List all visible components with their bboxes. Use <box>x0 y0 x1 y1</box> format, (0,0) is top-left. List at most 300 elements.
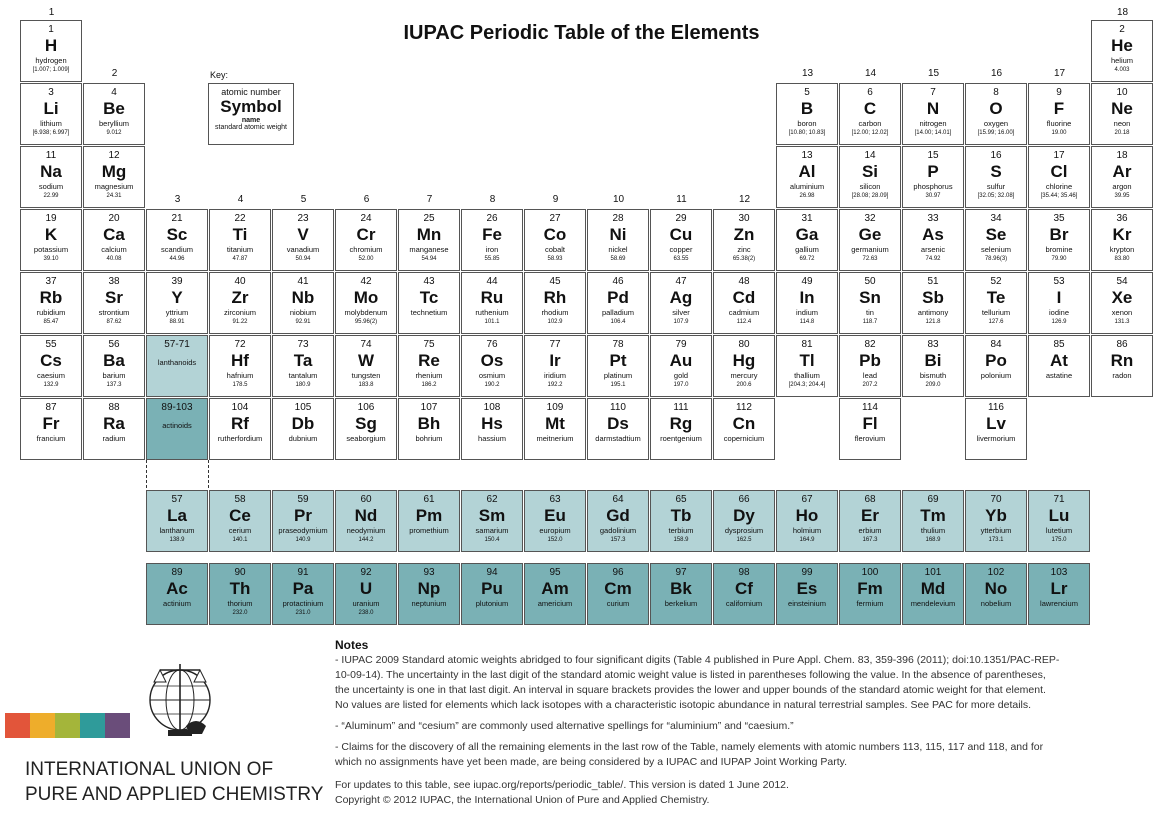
atomic-weight: 183.8 <box>358 382 374 388</box>
element-symbol: Mg <box>101 162 127 181</box>
atomic-weight: 78.96(3) <box>984 256 1008 262</box>
atomic-number: 26 <box>486 213 498 224</box>
element-cell-w <box>335 335 397 397</box>
element-symbol: Se <box>985 225 1007 244</box>
atomic-number: 47 <box>675 276 687 287</box>
element-symbol: Rf <box>231 414 249 433</box>
atomic-number: 19 <box>45 213 57 224</box>
element-cell-ta <box>272 335 334 397</box>
element-cell-as <box>902 209 964 271</box>
element-symbol: Fl <box>862 414 878 433</box>
atomic-number: 72 <box>234 339 246 350</box>
element-symbol: Ir <box>549 351 561 370</box>
element-cell-la <box>146 490 208 552</box>
element-cell-y <box>146 272 208 334</box>
element-name: neodymium <box>346 526 386 535</box>
element-cell-hs <box>461 398 523 460</box>
element-name: nitrogen <box>919 119 947 128</box>
atomic-weight: 200.6 <box>736 382 752 388</box>
element-cell-ni <box>587 209 649 271</box>
note-copyright: Copyright © 2012 IUPAC, the International Union of Pure and Applied Chemistry. <box>335 794 710 806</box>
page-title: IUPAC Periodic Table of the Elements <box>403 22 760 44</box>
element-name: neptunium <box>411 599 447 608</box>
element-symbol: Ba <box>103 351 125 370</box>
atomic-weight: 150.4 <box>484 537 500 543</box>
color-swatch <box>5 713 30 738</box>
atomic-weight: 138.9 <box>169 537 185 543</box>
element-symbol: Bk <box>670 579 692 598</box>
element-cell-ir <box>524 335 586 397</box>
element-cell-mg <box>83 146 145 208</box>
key-symbol: Symbol <box>220 97 282 116</box>
atomic-weight: 101.1 <box>484 319 500 325</box>
element-name: roentgenium <box>660 434 702 443</box>
element-cell-np <box>398 563 460 625</box>
atomic-number: 13 <box>801 150 813 161</box>
atomic-number: 40 <box>234 276 246 287</box>
element-name: copper <box>669 245 693 254</box>
element-symbol: Pa <box>292 579 314 598</box>
atomic-number: 67 <box>801 494 813 505</box>
element-cell-gd <box>587 490 649 552</box>
element-name: krypton <box>1109 245 1135 254</box>
element-cell-lu <box>1028 490 1090 552</box>
atomic-weight: 85.47 <box>43 319 59 325</box>
atomic-number: 5 <box>804 87 810 98</box>
element-cell-c <box>839 83 901 145</box>
element-name: strontium <box>98 308 130 317</box>
element-symbol: H <box>44 36 58 55</box>
element-symbol: Ac <box>166 579 188 598</box>
element-name: vanadium <box>286 245 320 254</box>
element-name: americium <box>537 599 573 608</box>
atomic-number: 20 <box>108 213 120 224</box>
atomic-number: 39 <box>171 276 183 287</box>
atomic-number: 54 <box>1116 276 1128 287</box>
element-name: lithium <box>40 119 62 128</box>
atomic-number: 91 <box>297 567 309 578</box>
element-symbol: Nd <box>354 506 378 525</box>
atomic-number: 81 <box>801 339 813 350</box>
element-name: copernicium <box>723 434 765 443</box>
element-name: lutetium <box>1045 526 1073 535</box>
element-cell-db <box>272 398 334 460</box>
atomic-number: 109 <box>546 402 564 413</box>
element-symbol: No <box>984 579 1008 598</box>
element-cell-mn <box>398 209 460 271</box>
element-symbol: Mo <box>353 288 379 307</box>
atomic-weight: [12.00; 12.02] <box>851 130 889 136</box>
element-symbol: Cl <box>1050 162 1068 181</box>
atomic-number: 100 <box>861 567 879 578</box>
element-symbol: Ar <box>1112 162 1132 181</box>
element-name: arsenic <box>920 245 946 254</box>
element-symbol: Ne <box>1111 99 1133 118</box>
element-cell-sc <box>146 209 208 271</box>
element-cell-cl <box>1028 146 1090 208</box>
element-symbol: Cf <box>735 579 753 598</box>
atomic-number: 110 <box>610 402 626 413</box>
element-name: molybdenum <box>344 308 388 317</box>
atomic-weight: 152.0 <box>547 537 563 543</box>
key-atomic-number: atomic number <box>221 87 281 97</box>
atomic-number: 7 <box>930 87 936 98</box>
element-cell-cm <box>587 563 649 625</box>
atomic-weight: 112.4 <box>736 319 752 325</box>
atomic-number: 86 <box>1116 339 1128 350</box>
atomic-number: 98 <box>738 567 750 578</box>
atomic-number: 60 <box>360 494 372 505</box>
element-symbol: Ti <box>232 225 248 244</box>
atomic-weight: [14.00; 14.01] <box>914 130 952 136</box>
atomic-weight: 58.93 <box>547 256 563 262</box>
element-symbol: As <box>922 225 944 244</box>
atomic-number: 74 <box>360 339 372 350</box>
element-cell-in <box>776 272 838 334</box>
group-number: 5 <box>300 194 307 205</box>
element-cell-tm <box>902 490 964 552</box>
atomic-number: 69 <box>927 494 939 505</box>
atomic-weight: 164.9 <box>799 537 815 543</box>
atomic-weight: [35.44; 35.46] <box>1040 193 1078 199</box>
element-name: silicon <box>859 182 881 191</box>
element-name: nobelium <box>980 599 1012 608</box>
atomic-number: 82 <box>864 339 876 350</box>
atomic-number: 21 <box>171 213 183 224</box>
element-symbol: Rn <box>1110 351 1134 370</box>
atomic-number: 99 <box>801 567 813 578</box>
atomic-number: 33 <box>927 213 939 224</box>
atomic-number: 66 <box>738 494 750 505</box>
group-number: 16 <box>990 68 1003 79</box>
element-name: zirconium <box>223 308 257 317</box>
atomic-number: 80 <box>738 339 750 350</box>
element-name: rutherfordium <box>217 434 263 443</box>
element-cell-h <box>20 20 82 82</box>
key-name: name <box>241 117 261 124</box>
atomic-weight: 40.08 <box>106 256 122 262</box>
element-symbol: Sc <box>166 225 188 244</box>
element-symbol: Rh <box>543 288 567 307</box>
element-symbol: Pu <box>481 579 503 598</box>
atomic-weight: 20.18 <box>1114 130 1130 136</box>
atomic-weight: 72.63 <box>862 256 878 262</box>
atomic-number: 106 <box>357 402 375 413</box>
element-symbol: Be <box>103 99 125 118</box>
element-cell-rf <box>209 398 271 460</box>
element-cell-sr <box>83 272 145 334</box>
element-symbol: Bh <box>417 414 441 433</box>
group-number: 3 <box>174 194 181 205</box>
element-name: plutonium <box>475 599 509 608</box>
element-name: cobalt <box>544 245 565 254</box>
atomic-number: 75 <box>423 339 435 350</box>
element-name: antimony <box>917 308 949 317</box>
element-symbol: Md <box>920 579 946 598</box>
atomic-weight: 197.0 <box>673 382 689 388</box>
atomic-weight: 190.2 <box>484 382 500 388</box>
atomic-weight: 167.3 <box>862 537 878 543</box>
atomic-number: 77 <box>549 339 561 350</box>
element-symbol: Co <box>543 225 567 244</box>
atomic-number: 31 <box>801 213 813 224</box>
element-name: technetium <box>410 308 448 317</box>
atomic-weight: 65.38(2) <box>732 256 756 262</box>
element-name: indium <box>795 308 819 317</box>
element-symbol: Cd <box>732 288 756 307</box>
element-symbol: B <box>800 99 814 118</box>
element-cell-fr <box>20 398 82 460</box>
element-name: gold <box>673 371 689 380</box>
element-symbol: Pd <box>607 288 629 307</box>
element-name: fluorine <box>1046 119 1072 128</box>
element-cell-fl <box>839 398 901 460</box>
atomic-weight: 192.2 <box>547 382 563 388</box>
atomic-number: 63 <box>549 494 561 505</box>
element-cell-cn <box>713 398 775 460</box>
element-cell-sm <box>461 490 523 552</box>
atomic-number: 88 <box>108 402 120 413</box>
group-number: 14 <box>864 68 877 79</box>
element-name: argon <box>1112 182 1132 191</box>
atomic-number: 2 <box>1119 24 1125 35</box>
element-cell-sg <box>335 398 397 460</box>
element-cell-cr <box>335 209 397 271</box>
element-symbol: Sg <box>355 414 377 433</box>
element-symbol: Cm <box>604 579 632 598</box>
atomic-weight: 19.00 <box>1051 130 1067 136</box>
element-cell-ga <box>776 209 838 271</box>
atomic-number: 70 <box>990 494 1002 505</box>
atomic-number: 84 <box>990 339 1002 350</box>
element-cell-tl <box>776 335 838 397</box>
element-name: astatine <box>1045 371 1073 380</box>
atomic-number: 65 <box>675 494 687 505</box>
placeholder-label: lanthanoids <box>157 358 197 367</box>
element-cell-n <box>902 83 964 145</box>
element-cell-eu <box>524 490 586 552</box>
element-symbol: Tl <box>799 351 815 370</box>
atomic-weight: 58.69 <box>610 256 626 262</box>
element-symbol: He <box>1111 36 1133 55</box>
org-line-1: INTERNATIONAL UNION OF <box>25 759 274 780</box>
atomic-weight: 54.94 <box>421 256 437 262</box>
element-cell-pb <box>839 335 901 397</box>
atomic-weight: 131.3 <box>1114 319 1130 325</box>
element-name: gadolinium <box>599 526 637 535</box>
atomic-number: 24 <box>360 213 372 224</box>
element-symbol: Ag <box>669 288 693 307</box>
element-name: phosphorus <box>913 182 953 191</box>
element-symbol: Cr <box>356 225 376 244</box>
atomic-number: 57 <box>171 494 183 505</box>
element-name: chromium <box>349 245 383 254</box>
element-cell-ac <box>146 563 208 625</box>
element-cell-mt <box>524 398 586 460</box>
element-name: dysprosium <box>724 526 764 535</box>
element-cell-u <box>335 563 397 625</box>
element-symbol: Lr <box>1050 579 1068 598</box>
note-1: - IUPAC 2009 Standard atomic weights abridged to four significant digits (Table 4 published in Pure Appl. Chem. 83, 359-396 (2011); doi:10.1351/PAC-REP-10-09-14). The uncertainty in the last digit of the standard atomic weight value is listed in parentheses following the value. In the absence of parentheses, the uncertainty is one in that last digit. An interval in square brackets provides the lower and upper bounds of the standard atomic weight for that element. No values are listed for elements which lack isotopes with a characteristic isotopic abundance in natural terrestrial samples. See PAC for more details. <box>335 654 1060 711</box>
element-name: iron <box>485 245 499 254</box>
element-name: livermorium <box>976 434 1016 443</box>
element-name: cerium <box>228 526 252 535</box>
element-symbol: Os <box>480 351 504 370</box>
atomic-number: 18 <box>1116 150 1128 161</box>
element-symbol: Th <box>229 579 251 598</box>
element-name: cadmium <box>728 308 760 317</box>
atomic-number: 34 <box>990 213 1002 224</box>
element-symbol: Ni <box>609 225 627 244</box>
atomic-weight: 83.80 <box>1114 256 1130 262</box>
element-symbol: Sb <box>922 288 944 307</box>
atomic-number: 97 <box>675 567 687 578</box>
group-number: 11 <box>676 194 687 205</box>
atomic-number: 107 <box>420 402 438 413</box>
atomic-number: 56 <box>108 339 120 350</box>
atomic-number: 43 <box>423 276 435 287</box>
element-symbol: Rb <box>39 288 63 307</box>
element-name: osmium <box>478 371 506 380</box>
element-cell-rb <box>20 272 82 334</box>
group-number: 17 <box>1053 68 1066 79</box>
element-symbol: Yb <box>985 506 1007 525</box>
element-name: manganese <box>409 245 449 254</box>
element-cell-na <box>20 146 82 208</box>
key-label: Key: <box>210 70 229 80</box>
element-symbol: At <box>1050 351 1068 370</box>
atomic-number: 36 <box>1116 213 1128 224</box>
element-symbol: Rg <box>669 414 693 433</box>
atomic-number: 17 <box>1053 150 1065 161</box>
group-number: 8 <box>489 194 496 205</box>
key-weight: standard atomic weight <box>215 124 287 131</box>
atomic-weight: 238.0 <box>358 610 374 616</box>
element-symbol: Na <box>40 162 62 181</box>
atomic-weight: [32.05; 32.08] <box>977 193 1015 199</box>
element-symbol: F <box>1053 99 1065 118</box>
element-cell-nb <box>272 272 334 334</box>
element-name: terbium <box>668 526 694 535</box>
element-symbol: Y <box>171 288 183 307</box>
element-cell-sn <box>839 272 901 334</box>
element-name: polonium <box>980 371 1012 380</box>
group-number: 10 <box>612 194 625 205</box>
element-name: tin <box>866 308 874 317</box>
atomic-number: 9 <box>1056 87 1062 98</box>
element-name: calcium <box>101 245 127 254</box>
element-name: helium <box>1110 56 1134 65</box>
element-symbol: Np <box>417 579 441 598</box>
element-name: erbium <box>858 526 882 535</box>
element-cell-cd <box>713 272 775 334</box>
atomic-number: 50 <box>864 276 876 287</box>
atomic-number: 71 <box>1053 494 1065 505</box>
atomic-weight: 26.98 <box>799 193 815 199</box>
notes <box>335 638 1060 814</box>
element-name: chlorine <box>1045 182 1073 191</box>
element-name: einsteinium <box>788 599 826 608</box>
atomic-weight: [28.08; 28.09] <box>851 193 889 199</box>
element-name: gallium <box>795 245 819 254</box>
atomic-number: 4 <box>111 87 117 98</box>
element-symbol: Ca <box>103 225 125 244</box>
atomic-number: 103 <box>1050 567 1068 578</box>
element-symbol: Fm <box>857 579 883 598</box>
element-symbol: Cn <box>732 414 756 433</box>
element-symbol: U <box>359 579 373 598</box>
element-name: thallium <box>794 371 820 380</box>
element-cell-p <box>902 146 964 208</box>
element-symbol: Pr <box>294 506 312 525</box>
element-name: tungsten <box>351 371 381 380</box>
atomic-number: 104 <box>231 402 249 413</box>
element-cell-co <box>524 209 586 271</box>
atomic-weight: 140.1 <box>232 537 248 543</box>
atomic-number: 87 <box>45 402 57 413</box>
atomic-weight: 74.92 <box>925 256 941 262</box>
element-symbol: Ra <box>103 414 125 433</box>
element-symbol: Ga <box>795 225 819 244</box>
element-symbol: Tm <box>920 506 946 525</box>
atomic-number: 30 <box>738 213 750 224</box>
element-name: seaborgium <box>346 434 386 443</box>
element-symbol: Sr <box>105 288 123 307</box>
element-symbol: W <box>357 351 375 370</box>
element-cell-ti <box>209 209 271 271</box>
atomic-weight: 178.5 <box>232 382 248 388</box>
f-block-connector <box>208 460 209 488</box>
element-name: palladium <box>601 308 635 317</box>
element-cell-tc <box>398 272 460 334</box>
element-name: europium <box>539 526 571 535</box>
atomic-weight: 63.55 <box>673 256 689 262</box>
element-cell-i <box>1028 272 1090 334</box>
atomic-number: 48 <box>738 276 750 287</box>
atomic-number: 49 <box>801 276 813 287</box>
balance-scale-globe-icon <box>140 660 220 740</box>
element-cell-f <box>1028 83 1090 145</box>
atomic-weight: 162.5 <box>736 537 752 543</box>
element-symbol: Fr <box>42 414 60 433</box>
element-name: rubidium <box>36 308 66 317</box>
group-number: 4 <box>237 194 244 205</box>
element-name: samarium <box>475 526 509 535</box>
group-number: 12 <box>738 194 751 205</box>
element-cell-re <box>398 335 460 397</box>
element-name: neon <box>1113 119 1131 128</box>
actinoids-placeholder <box>146 398 208 460</box>
element-name: promethium <box>409 526 449 535</box>
atomic-weight: 107.9 <box>673 319 689 325</box>
element-name: darmstadtium <box>595 434 641 443</box>
element-symbol: Br <box>1049 225 1069 244</box>
element-cell-rg <box>650 398 712 460</box>
element-cell-ge <box>839 209 901 271</box>
element-cell-bh <box>398 398 460 460</box>
element-symbol: Al <box>798 162 816 181</box>
atomic-weight: 158.9 <box>673 537 689 543</box>
element-symbol: Ce <box>229 506 251 525</box>
atomic-number: 28 <box>612 213 624 224</box>
atomic-weight: 118.7 <box>862 319 878 325</box>
group-number: 1 <box>48 7 55 18</box>
element-cell-dy <box>713 490 775 552</box>
atomic-weight: [10.80; 10.83] <box>788 130 826 136</box>
atomic-weight: 114.8 <box>799 319 815 325</box>
element-name: rhodium <box>541 308 569 317</box>
element-cell-o <box>965 83 1027 145</box>
